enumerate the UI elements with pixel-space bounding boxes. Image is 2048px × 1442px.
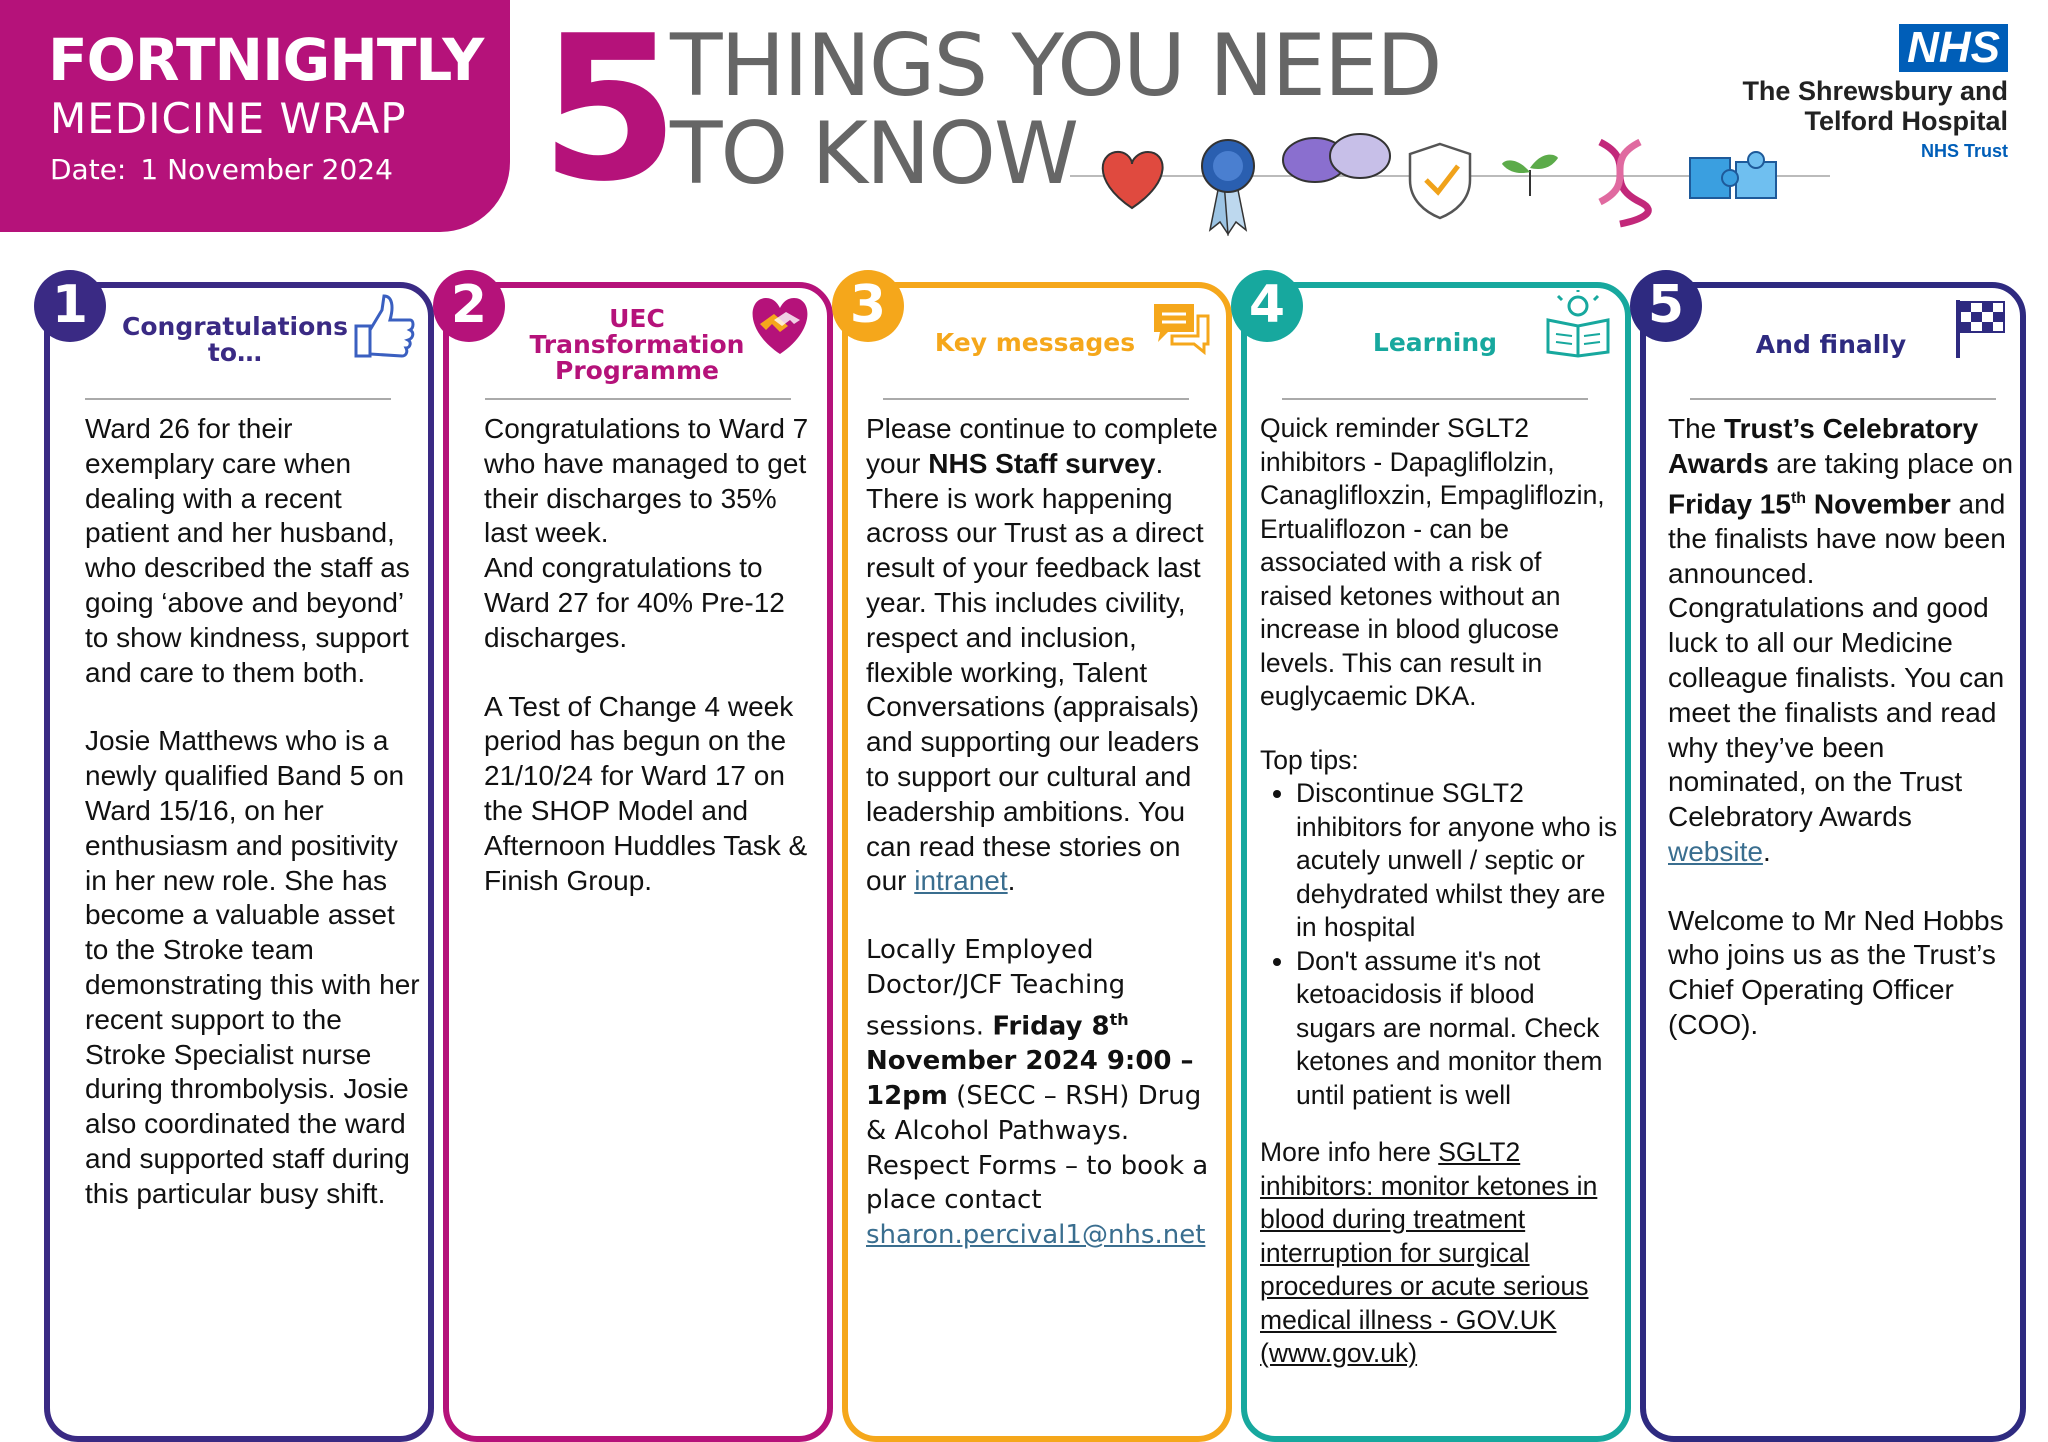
column-1-paragraph: Josie Matthews who is a newly qualified Band 5 on Ward 15/16, on her enthusiasm and positivity in her new role. She has become a valuable asset to the Stroke team demonstrating this with her recent support to the Stroke Specialist nurse during thrombolysis. Josie also coordinated the ward and supported staff during this particular busy shift. [85, 725, 420, 1209]
ordinal-suffix: th [1109, 1009, 1129, 1029]
column-2-paragraph: Congratulations to Ward 7 who have managed to get their discharges to 35% last week. [484, 413, 809, 549]
column-2-paragraph: A Test of Change 4 week period has begun on the 21/10/24 for Ward 17 on the SHOP Model and Afternoon Huddles Task & Finish Group. [484, 690, 808, 896]
headline-number: 5 [540, 0, 680, 226]
ordinal-suffix: th [1790, 489, 1807, 507]
headline-line1: THINGS YOU NEED [670, 16, 1441, 116]
column-4-paragraph: Quick reminder SGLT2 inhibitors - Dapagliflolzin, Canaglifloxzin, Empagliflozin, Ertualiflozon - can be associated with a risk of raised ketones without an increase in blood glucose levels. This can result in euglycaemic DKA. [1260, 413, 1605, 711]
column-2-number-badge: 2 [433, 270, 505, 342]
column-1-number-badge: 1 [34, 270, 106, 342]
column-1-body [85, 412, 425, 1212]
column-1-paragraph: Ward 26 for their exemplary care when dealing with a recent patient and her husband, who described the staff as going ‘above and beyond’ to show kindness, support and care to them both. [85, 413, 410, 688]
column-3-title: Key messages [934, 328, 1136, 357]
text-run: are taking place on [1768, 447, 2014, 479]
column-4-number-badge: 4 [1231, 270, 1303, 342]
email-link[interactable]: sharon.percival1@nhs.net [866, 1220, 1206, 1251]
website-link[interactable]: website [1668, 835, 1763, 867]
header-icon-strip [1070, 130, 1830, 250]
org-name-line1: The Shrewsbury and [1742, 76, 2008, 106]
rosette-icon [1202, 140, 1254, 234]
chat-icon [1150, 300, 1212, 356]
org-name-line2: Telford Hospital [1804, 106, 2008, 136]
awards-month: November [1806, 487, 1951, 519]
heart-icon [1103, 152, 1163, 208]
speech-bubbles-icon [1283, 134, 1390, 182]
headline-line2: TO KNOW [670, 104, 1078, 204]
list-item: • Don't assume it's not ketoacidosis if blood sugars are normal. Check ketones and monitor them until patient is well [1296, 945, 1620, 1113]
column-5-title: And finally [1755, 330, 1907, 359]
text-run: Please continue to complete your [866, 413, 1218, 479]
tips-label: Top tips: [1260, 744, 1359, 775]
staff-survey-emphasis: NHS Staff survey [928, 447, 1156, 479]
shield-check-icon [1410, 144, 1470, 218]
session-time: November 2024 9:00 – 12pm [866, 1046, 1194, 1111]
column-2-title-line3: Programme [555, 356, 719, 385]
awards-date: Friday 15 [1668, 487, 1791, 519]
column-4-paragraph [1260, 1136, 1620, 1371]
column-5-paragraph [1668, 412, 2018, 870]
date-label: Date: [50, 153, 127, 186]
chequered-flag-icon [1952, 296, 2008, 360]
text-run: . [1762, 835, 1771, 867]
column-1-title: Congratulations to… [122, 312, 348, 367]
column-4-body [1260, 412, 1620, 1371]
gov-uk-link[interactable]: SGLT2 inhibitors: monitor ketones in blood during treatment interruption for surgical procedures or acute serious medical illness - GOV.UK (www.gov.uk) [1260, 1137, 1598, 1368]
dna-icon [1600, 142, 1648, 224]
date-value: 1 November 2024 [140, 153, 393, 186]
column-2-title [512, 306, 762, 384]
column-2-paragraph: And congratulations to Ward 27 for 40% Pre-12 discharges. [484, 552, 785, 653]
book-lightbulb-icon [1544, 290, 1612, 358]
text-run: Locally Employed Doctor/JCF Teaching sessions. [866, 935, 1126, 1042]
column-5-body [1668, 412, 2018, 1043]
banner-title: FORTNIGHTLY [48, 26, 484, 94]
column-4-title: Learning [1372, 328, 1498, 357]
org-name-line3: NHS Trust [1920, 141, 2008, 161]
list-item: • Discontinue SGLT2 inhibitors for anyone who is acutely unwell / septic or dehydrated whilst they are in hospital [1296, 777, 1620, 945]
column-2-divider [485, 398, 791, 400]
text-run: (SECC – RSH) Drug & Alcohol Pathways. Respect Forms – to book a place contact [866, 1081, 1209, 1216]
text-run: . There is work happening across our Trust as a direct result of your feedback last year. This includes civility, respect and inclusion, flexible working, Talent Conversations (appraisals) and supporting our leaders to support our cultural and leadership ambitions. You can read these stories on our [866, 447, 1204, 897]
column-3-paragraph [866, 933, 1218, 1253]
intranet-link[interactable]: intranet [914, 865, 1008, 897]
column-3-divider [883, 398, 1189, 400]
text-run: and the finalists have now been announced. Congratulations and good luck to all our Medicine colleague finalists. You can meet the finalists and read why they’ve been nominated, on the Trust Celebratory Awards [1668, 487, 2006, 833]
banner-subtitle: MEDICINE WRAP [50, 94, 407, 143]
puzzle-icon [1690, 152, 1776, 198]
text-run: More info here [1260, 1137, 1439, 1167]
column-5-number-badge: 5 [1630, 270, 1702, 342]
column-1-divider [85, 398, 391, 400]
column-3-number-badge: 3 [832, 270, 904, 342]
column-3-paragraph [866, 412, 1218, 899]
column-5-divider [1690, 398, 1996, 400]
column-2-title-line1: UEC [609, 304, 665, 333]
thumbs-up-icon [352, 290, 416, 362]
handshake-heart-icon [744, 290, 816, 358]
text-run: . [1007, 865, 1016, 897]
tips-list [1260, 777, 1620, 1112]
awards-emphasis: Trust’s Celebratory Awards [1668, 413, 1979, 479]
column-5-paragraph: Welcome to Mr Ned Hobbs who joins us as the Trust’s Chief Operating Officer (COO). [1668, 904, 2004, 1041]
nhs-logo: NHS [1899, 24, 2008, 72]
column-2-title-line2: Transformation [529, 330, 745, 359]
column-4-divider [1282, 398, 1588, 400]
column-3-body [866, 412, 1218, 1253]
issue-date [50, 153, 393, 186]
text-run: The [1668, 413, 1725, 444]
title-banner [0, 0, 510, 232]
session-date: Friday 8 [992, 1011, 1110, 1042]
column-2-body [484, 412, 814, 898]
